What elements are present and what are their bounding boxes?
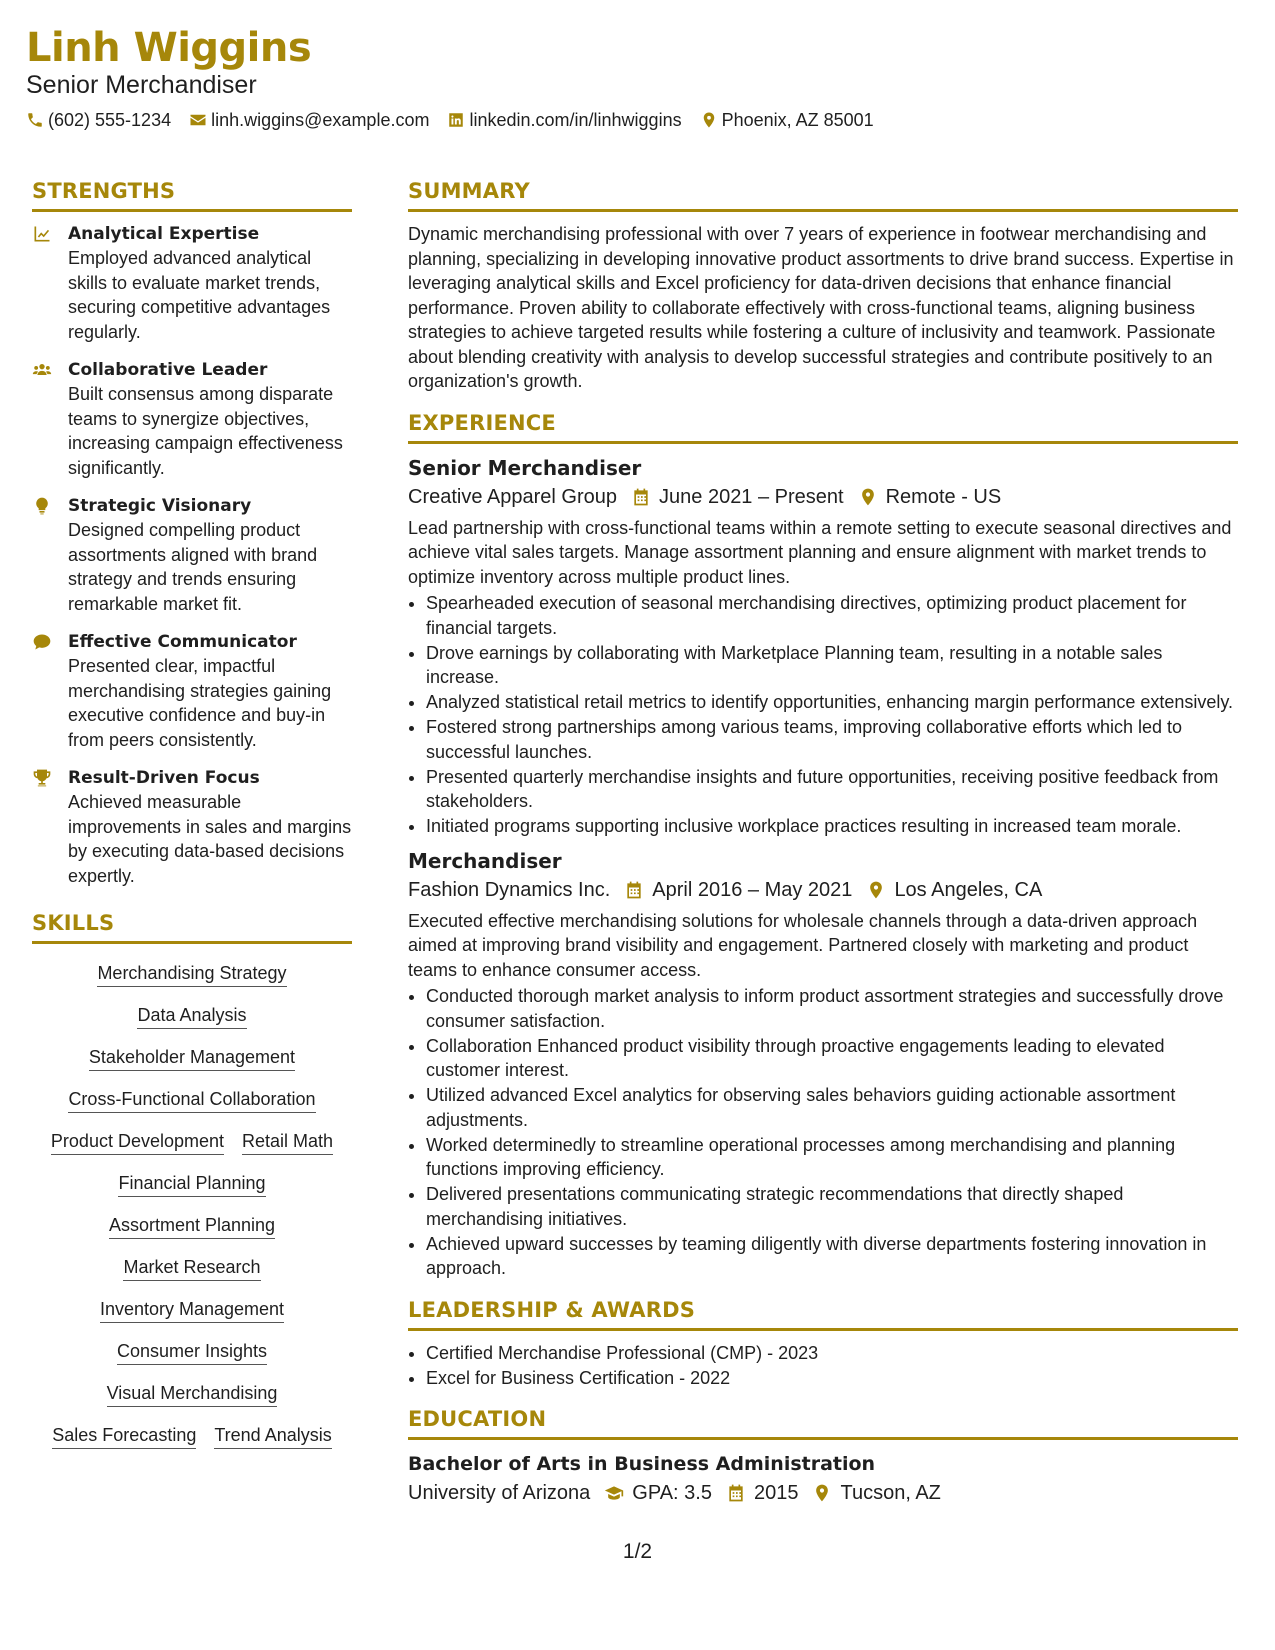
job-title: Senior Merchandiser <box>408 455 642 480</box>
contact-phone[interactable] <box>26 109 171 131</box>
skill-tag: Data Analysis <box>137 1004 246 1029</box>
lightbulb-icon <box>32 496 52 516</box>
skill-tag: Product Development <box>51 1130 224 1155</box>
page-number: 1/2 <box>622 1540 653 1563</box>
job-bullet: • Worked determinedly to streamline operational processes among merchandising and planning functions improving efficiency. <box>426 1133 1238 1182</box>
job-bullet: • Collaboration Enhanced product visibility through proactive engagements leading to elevated customer interest. <box>426 1034 1238 1083</box>
job-bullet: • Spearheaded execution of seasonal merchandising directives, optimizing product placement for financial targets. <box>426 591 1238 640</box>
strength-item <box>32 766 352 888</box>
strength-title: Result-Driven Focus <box>68 768 260 788</box>
skill-tag: Assortment Planning <box>109 1214 275 1239</box>
job-dates: June 2021 – Present <box>659 485 844 508</box>
leadership-item: • Certified Merchandise Professional (CMP) - 2023 <box>426 1341 1238 1366</box>
map-pin-icon <box>866 880 886 900</box>
strength-item <box>32 630 352 752</box>
map-pin-icon <box>812 1483 832 1503</box>
graduation-cap-icon <box>604 1483 624 1503</box>
calendar-icon <box>624 880 644 900</box>
education-meta <box>408 1478 1238 1508</box>
phone-text: (602) 555-1234 <box>48 110 172 130</box>
skills-heading: SKILLS <box>32 910 352 944</box>
linkedin-text: linkedin.com/in/linhwiggins <box>469 110 682 130</box>
skill-tag: Merchandising Strategy <box>97 962 286 987</box>
leadership-item: • Excel for Business Certification - 2022 <box>426 1366 1238 1391</box>
strength-description: Built consensus among disparate teams to synergize objectives, increasing campaign effectiveness significantly. <box>68 384 343 478</box>
speech-bubble-icon <box>32 632 52 652</box>
experience-section <box>408 410 1238 1281</box>
skill-tag: Cross-Functional Collaboration <box>68 1088 315 1113</box>
skill-tag: Trend Analysis <box>214 1424 331 1449</box>
summary-section <box>408 178 1238 394</box>
education-section <box>408 1406 1238 1508</box>
job-entry <box>408 847 1238 1281</box>
skill-tag: Visual Merchandising <box>107 1382 278 1407</box>
education-location: Tucson, AZ <box>840 1482 941 1504</box>
job-bullet: • Delivered presentations communicating strategic recommendations that directly shaped merchandising initiatives. <box>426 1182 1238 1231</box>
company-name: Fashion Dynamics Inc. <box>408 878 611 901</box>
skill-tag: Sales Forecasting <box>52 1424 196 1449</box>
education-school: University of Arizona <box>408 1482 591 1504</box>
job-meta <box>408 875 1238 905</box>
strengths-list <box>32 222 352 888</box>
job-location: Los Angeles, CA <box>894 878 1043 901</box>
right-column <box>408 178 1238 1524</box>
strength-item <box>32 358 352 480</box>
candidate-name: Linh Wiggins <box>26 25 312 71</box>
strength-title: Collaborative Leader <box>68 360 268 380</box>
experience-heading: EXPERIENCE <box>408 410 1238 444</box>
education-year: 2015 <box>753 1482 799 1504</box>
skills-list <box>32 954 352 1458</box>
job-bullet: • Utilized advanced Excel analytics for observing sales behaviors guiding actionable assortment adjustments. <box>426 1083 1238 1132</box>
summary-text: Dynamic merchandising professional with over 7 years of experience in footwear merchandising and planning, specializing in developing innovative product assortments to drive brand success. Expertise in leveraging analytical skills and Excel proficiency for data-driven decisions that enhance financial performance. Proven ability to collaborate effectively with cross-functional teams, aligning business strategies to achieve targeted results while fostering a culture of inclusivity and teamwork. Passionate about blending creativity with analysis to develop successful strategies and contribute positively to an organization's growth. <box>408 224 1234 391</box>
job-bullet: • Presented quarterly merchandise insights and future opportunities, receiving positive feedback from stakeholders. <box>426 765 1238 814</box>
resume-header <box>26 22 1249 131</box>
leadership-list <box>408 1341 1238 1391</box>
job-bullet: • Drove earnings by collaborating with Marketplace Planning team, resulting in a notable sales increase. <box>426 641 1238 690</box>
envelope-icon <box>189 111 207 129</box>
skill-tag: Inventory Management <box>100 1298 284 1323</box>
leadership-heading: LEADERSHIP & AWARDS <box>408 1297 1238 1331</box>
contact-email[interactable] <box>189 109 429 131</box>
job-bullet: • Conducted thorough market analysis to inform product assortment strategies and successfully drove consumer satisfaction. <box>426 984 1238 1033</box>
education-gpa: GPA: 3.5 <box>632 1482 712 1504</box>
strength-item <box>32 222 352 344</box>
job-description: Lead partnership with cross-functional teams within a remote setting to execute seasonal directives and achieve vital sales targets. Manage assortment planning and ensure alignment with market trends to optimize inventory across multiple product lines. <box>408 517 1232 587</box>
company-name: Creative Apparel Group <box>408 485 618 508</box>
location-text: Phoenix, AZ 85001 <box>721 110 874 130</box>
job-bullet: • Initiated programs supporting inclusive workplace practices resulting in increased team morale. <box>426 814 1238 839</box>
skill-tag: Stakeholder Management <box>89 1046 295 1071</box>
strength-title: Analytical Expertise <box>68 224 260 244</box>
job-bullet: • Achieved upward successes by teaming diligently with diverse departments fostering innovation in approach. <box>426 1232 1238 1281</box>
strength-description: Designed compelling product assortments aligned with brand strategy and trends ensuring remarkable market fit. <box>68 520 318 614</box>
leadership-section <box>408 1297 1238 1391</box>
users-icon <box>32 360 52 380</box>
calendar-icon <box>726 1483 746 1503</box>
skill-tag: Financial Planning <box>118 1172 265 1197</box>
job-bullet: • Fostered strong partnerships among various teams, improving collaborative efforts which led to successful launches. <box>426 715 1238 764</box>
map-pin-icon <box>858 487 878 507</box>
phone-icon <box>26 111 44 129</box>
job-title: Merchandiser <box>408 848 562 873</box>
trophy-icon <box>32 768 52 788</box>
skill-tag: Market Research <box>123 1256 260 1281</box>
strength-description: Employed advanced analytical skills to evaluate market trends, securing competitive advantages regularly. <box>68 248 331 342</box>
linkedin-icon <box>447 111 465 129</box>
job-dates: April 2016 – May 2021 <box>652 878 853 901</box>
education-degree: Bachelor of Arts in Business Administration <box>408 1453 876 1475</box>
strength-title: Effective Communicator <box>68 632 297 652</box>
left-column <box>32 178 352 1458</box>
job-location: Remote - US <box>885 485 1002 508</box>
strength-description: Presented clear, impactful merchandising strategies gaining executive confidence and buy-in from peers consistently. <box>68 656 332 750</box>
job-entry <box>408 454 1238 839</box>
contact-linkedin[interactable] <box>447 109 681 131</box>
job-meta <box>408 482 1238 512</box>
job-bullets <box>408 591 1238 839</box>
job-bullets <box>408 984 1238 1281</box>
chart-line-icon <box>32 224 52 244</box>
skill-tag: Retail Math <box>242 1130 333 1155</box>
contact-bar <box>26 109 1249 131</box>
education-heading: EDUCATION <box>408 1406 1238 1440</box>
job-description: Executed effective merchandising solutions for wholesale channels through a data-driven approach aimed at improving brand visibility and engagement. Partnered closely with marketing and product teams to enhance consumer access. <box>408 910 1198 980</box>
skill-tag: Consumer Insights <box>117 1340 267 1365</box>
calendar-icon <box>631 487 651 507</box>
strength-title: Strategic Visionary <box>68 496 252 516</box>
strengths-heading: STRENGTHS <box>32 178 352 212</box>
map-pin-icon <box>700 111 718 129</box>
strength-item <box>32 494 352 616</box>
job-bullet: • Analyzed statistical retail metrics to identify opportunities, enhancing margin performance extensively. <box>426 690 1238 715</box>
email-text: linh.wiggins@example.com <box>211 110 430 130</box>
contact-location <box>700 109 874 131</box>
summary-heading: SUMMARY <box>408 178 1238 212</box>
strength-description: Achieved measurable improvements in sales and margins by executing data-based decisions expertly. <box>68 792 352 886</box>
candidate-title: Senior Merchandiser <box>26 71 257 99</box>
